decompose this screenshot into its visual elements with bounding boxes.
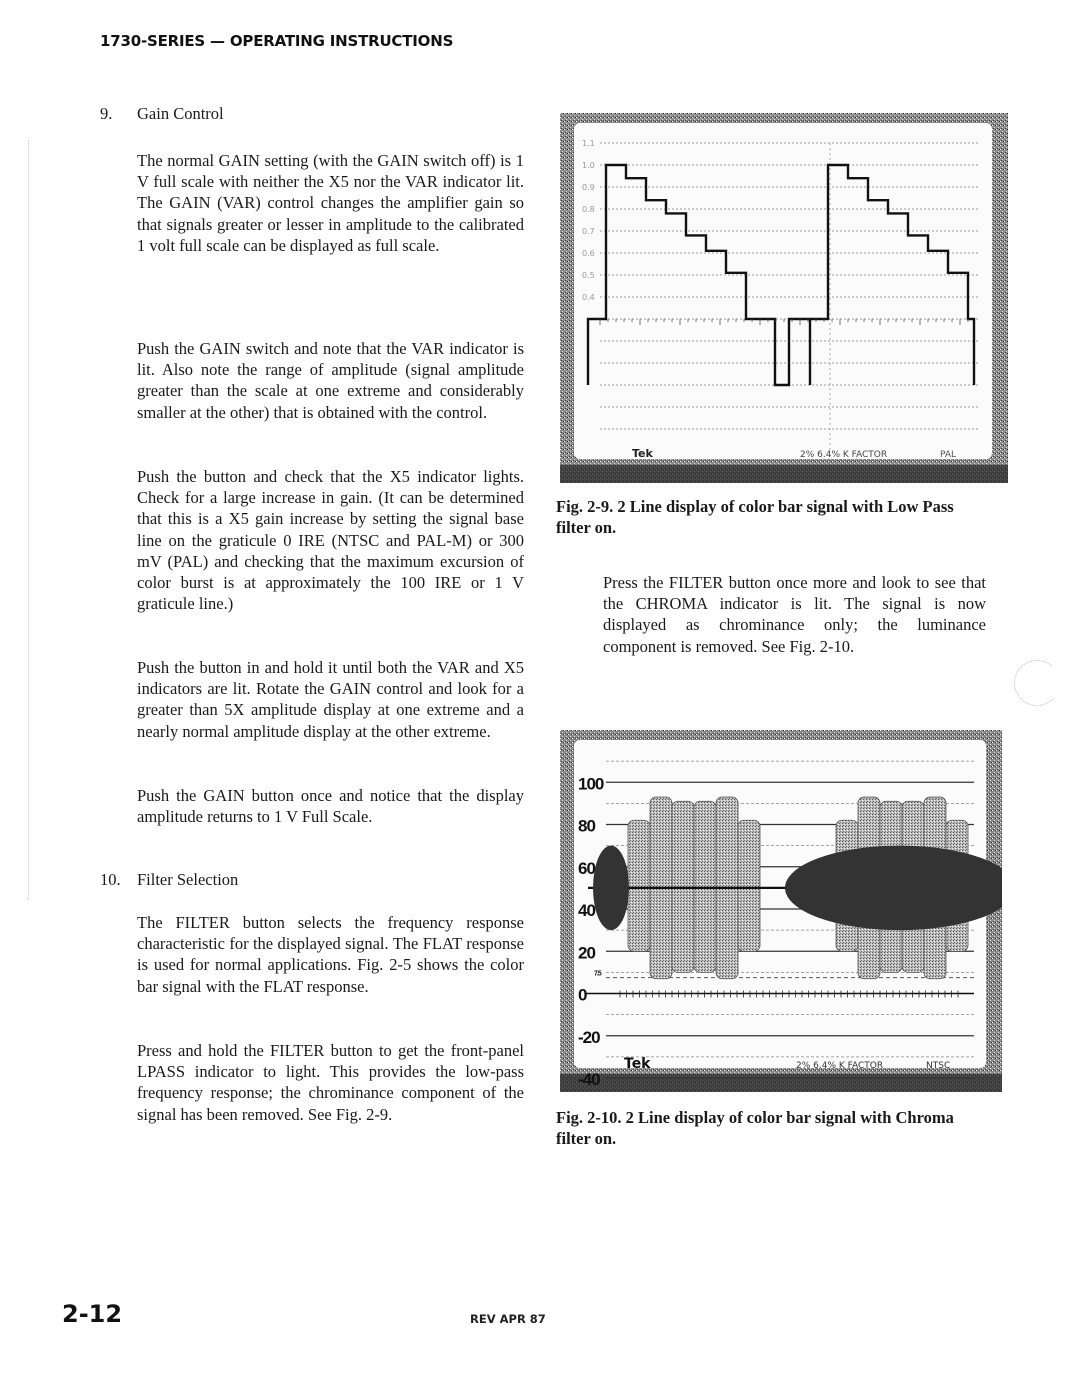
- paragraph: Push the button and check that the X5 indicator lights. Check for a large increase in gain. (It can be determined that this is a X5 gain increase by setting the signal base line on the graticule 0 IRE (NTSC and PAL-M) or 300 mV (PAL) and checking that the maximum excursion of color burst is at approximately the 100 IRE or 1 V graticule line.): [137, 467, 524, 614]
- bezel-shadow: [560, 465, 1008, 483]
- graticule-label: -20: [578, 1027, 600, 1047]
- section-number: 9.: [100, 104, 113, 123]
- graticule-label: 7.5: [594, 970, 601, 978]
- page-number: 2-12: [62, 1300, 123, 1328]
- graticule-label: 40: [578, 901, 595, 920]
- section-number: 10.: [100, 870, 121, 889]
- paragraph: The FILTER button selects the frequency response characteristic for the displayed signal. The FLAT response is used for normal applications. Fig. 2-5 shows the color bar signal with the FLAT response.: [137, 913, 524, 996]
- tek-logo: Tek: [632, 447, 653, 460]
- revision-label: REV APR 87: [470, 1312, 546, 1326]
- oscilloscope-photo-low-pass: [560, 113, 1008, 483]
- graticule-label: 1.0: [582, 161, 595, 170]
- figure-2-9: [560, 113, 1008, 483]
- graticule-label: 20: [578, 943, 595, 963]
- paragraph: Push the button in and hold it until both the VAR and X5 indicators are lit. Rotate the GAIN control and look for a greater than 5X amplitude display at one extreme and a nearly normal amplitude display at the other extreme.: [137, 658, 524, 741]
- figure-caption: Fig. 2-10. 2 Line display of color bar signal with Chroma filter on.: [556, 1108, 954, 1148]
- graticule-label: 0.9: [582, 183, 595, 192]
- tek-logo: Tek: [624, 1056, 651, 1072]
- graticule-label: 0.8: [582, 205, 595, 214]
- oscilloscope-photo-chroma: [560, 730, 1002, 1092]
- screen-face: [574, 123, 992, 459]
- chroma-bar-packet: [738, 820, 760, 951]
- graticule-label: 1.1: [582, 139, 595, 148]
- graticule-label: 60: [578, 858, 595, 878]
- graticule-label: -40: [578, 1070, 600, 1089]
- standard-label: NTSC: [926, 1061, 951, 1071]
- paragraph: Press and hold the FILTER button to get the front-panel LPASS indicator to light. This provides the low-pass frequency response; the chrominance component of the signal has been removed. See Fig. 2-9.: [137, 1041, 524, 1124]
- section-title: Gain Control: [137, 104, 224, 123]
- color-burst: [593, 846, 629, 931]
- binding-mark: [28, 140, 29, 900]
- bezel-shadow: [560, 1074, 1002, 1092]
- paragraph: Push the GAIN switch and note that the VAR indicator is lit. Also note the range of amplitude (signal amplitude greater than the scale at one extreme and considerably smaller at the other) that is obtained with the control.: [137, 339, 524, 422]
- paragraph: Press the FILTER button once more and look to see that the CHROMA indicator is lit. The signal is now displayed as chrominance only; the luminance component is removed. See Fig. 2-10.: [603, 573, 986, 656]
- paragraph: The normal GAIN setting (with the GAIN switch off) is 1 V full scale with neither the X5 nor the VAR indicator lit. The GAIN (VAR) control changes the amplifier gain so that signals greater or lesser in amplitude to the calibrated 1 volt full scale can be displayed as full scale.: [137, 151, 524, 255]
- figure-2-10: [560, 730, 1002, 1092]
- graticule-label: 80: [578, 816, 595, 836]
- graticule-label: 0.5: [582, 271, 595, 280]
- graticule-label: 0.7: [582, 227, 595, 236]
- scan-ring-mark: [1014, 660, 1060, 706]
- graticule-label: 100: [578, 774, 604, 794]
- figure-caption: Fig. 2-9. 2 Line display of color bar signal with Low Pass filter on.: [556, 497, 954, 537]
- section-title: Filter Selection: [137, 870, 239, 889]
- chroma-bar-packet: [628, 820, 650, 951]
- k-factor-readout: 2% 6.4% K FACTOR: [796, 1061, 884, 1071]
- graticule-label: 0: [578, 985, 587, 1005]
- k-factor-readout: 2% 6.4% K FACTOR: [800, 450, 888, 460]
- standard-label: PAL: [940, 450, 957, 460]
- running-head: 1730-SERIES — OPERATING INSTRUCTIONS: [100, 32, 454, 50]
- graticule-label: 0.6: [582, 249, 595, 258]
- paragraph: Push the GAIN button once and notice that the display amplitude returns to 1 V Full Scale.: [137, 786, 524, 827]
- graticule-label: 0.4: [582, 293, 595, 302]
